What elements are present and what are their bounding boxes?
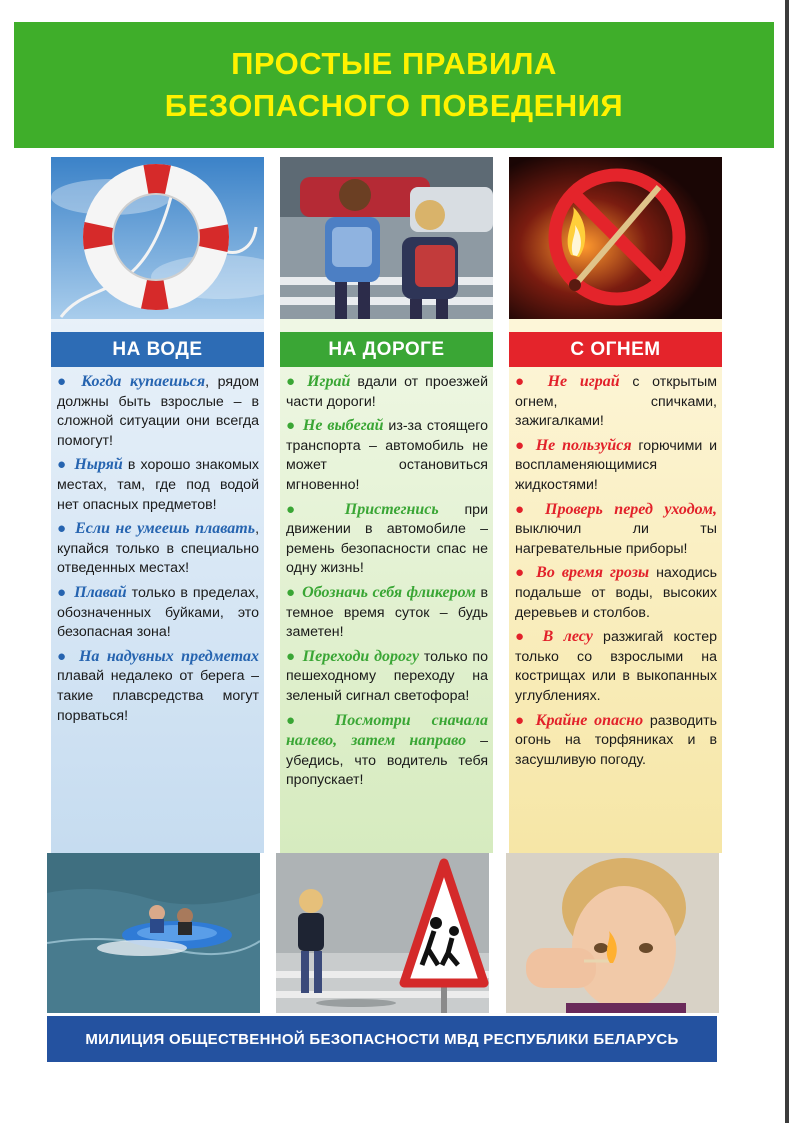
girl-with-match-icon bbox=[506, 853, 719, 1013]
bullet-icon: ● bbox=[515, 628, 531, 646]
column-header-water: НА ВОДЕ bbox=[51, 332, 264, 367]
bullet-icon: ● bbox=[286, 647, 296, 665]
bullet-icon: ● bbox=[515, 373, 533, 390]
road-sign-photo bbox=[276, 853, 489, 1013]
bullet-icon: ● bbox=[286, 583, 296, 601]
rule-item: ● Во время грозы находись подальше от воды, высоких деревьев и столбов. bbox=[515, 564, 717, 621]
rule-item: ● Проверь перед уходом, выключил ли ты нагревательные приборы! bbox=[515, 500, 717, 557]
lifebuoy-photo bbox=[51, 157, 264, 319]
bullet-icon: ● bbox=[286, 373, 299, 390]
children-crossing-icon bbox=[280, 157, 493, 319]
bullet-icon: ● bbox=[57, 583, 68, 601]
column-header-road: НА ДОРОГЕ bbox=[280, 332, 493, 367]
column-water bbox=[51, 157, 264, 853]
pedestrian-warning-sign-icon bbox=[276, 853, 489, 1013]
rules-water bbox=[57, 372, 259, 730]
scan-edge bbox=[785, 0, 789, 1123]
title-banner bbox=[14, 22, 774, 148]
rule-item: ● Посмотри сначала налево, затем направо – убедись, что водитель тебя пропускает! bbox=[286, 711, 488, 789]
column-header-fire: С ОГНЕМ bbox=[509, 332, 722, 367]
rule-item: ● Играй вдали от проезжей части дороги! bbox=[286, 373, 488, 410]
bullet-icon: ● bbox=[515, 436, 527, 454]
bullet-icon: ● bbox=[286, 500, 317, 518]
rule-item: ● Обозначь себя фликером в темное время суток – будь заметен! bbox=[286, 583, 488, 641]
bullet-icon: ● bbox=[286, 711, 312, 729]
bullet-icon: ● bbox=[515, 500, 532, 518]
rule-item: ● На надувных предметах плавай недалеко от берега – такие плавсредства могут порваться! bbox=[57, 647, 260, 724]
rule-item: ● Пристегнись при движении в автомобиле – ремень безопасности спас не одну жизнь! bbox=[286, 500, 488, 577]
rules-road bbox=[286, 372, 488, 795]
title-line-2: БЕЗОПАСНОГО ПОВЕДЕНИЯ bbox=[164, 88, 624, 123]
girl-match-photo bbox=[506, 853, 719, 1013]
rule-item: ● Если не умеешь плавать, купайся только в специально отведенных местах! bbox=[57, 520, 260, 577]
rule-item: ● Не выбегай из-за стоящего транспорта – автомобиль не может остановиться мгновенно! bbox=[286, 417, 488, 493]
footer-banner: МИЛИЦИЯ ОБЩЕСТВЕННОЙ БЕЗОПАСНОСТИ МВД РЕСПУБЛИКИ БЕЛАРУСЬ bbox=[47, 1016, 717, 1062]
inflatable-boat-icon bbox=[47, 853, 260, 1013]
bullet-icon: ● bbox=[57, 373, 71, 390]
column-fire bbox=[509, 157, 722, 853]
bullet-icon: ● bbox=[515, 711, 527, 729]
bullet-icon: ● bbox=[57, 456, 68, 474]
no-matches-icon bbox=[509, 157, 722, 319]
children-street-photo bbox=[280, 157, 493, 319]
rule-item: ● Ныряй в хорошо знакомых местах, там, где под водой нет опасных предметов! bbox=[57, 456, 260, 513]
swimming-photo bbox=[47, 853, 260, 1013]
rule-item: ● Плавай только в пределах, обозначенных буйками, это безопасная зона! bbox=[57, 583, 259, 641]
bullet-icon: ● bbox=[515, 564, 528, 582]
rule-item: ● Крайне опасно разводить огонь на торфяниках и в засушливую погоду. bbox=[515, 711, 718, 768]
rule-item: ● В лесу разжигай костер только со взрослыми на кострищах или в выкопанных углублениях. bbox=[515, 628, 717, 704]
no-fire-photo bbox=[509, 157, 722, 319]
lifebuoy-icon bbox=[51, 157, 264, 319]
bullet-icon: ● bbox=[57, 520, 68, 538]
rules-fire bbox=[515, 372, 717, 774]
rule-item: ● Не пользуйся горючими и воспламеняющимися жидкостями! bbox=[515, 436, 718, 493]
bullet-icon: ● bbox=[286, 417, 296, 435]
column-road bbox=[280, 157, 493, 853]
rule-item: ● Когда купаешься, рядом должны быть взрослые – в сложной ситуации они всегда помогут! bbox=[57, 373, 259, 449]
rule-item: ● Не играй с открытым огнем, спичками, зажигалками! bbox=[515, 373, 718, 430]
title-line-1: ПРОСТЫЕ ПРАВИЛА bbox=[231, 46, 557, 81]
bullet-icon: ● bbox=[57, 647, 70, 665]
rule-item: ● Переходи дорогу только по пешеходному переходу на зеленый сигнал светофора! bbox=[286, 647, 488, 704]
